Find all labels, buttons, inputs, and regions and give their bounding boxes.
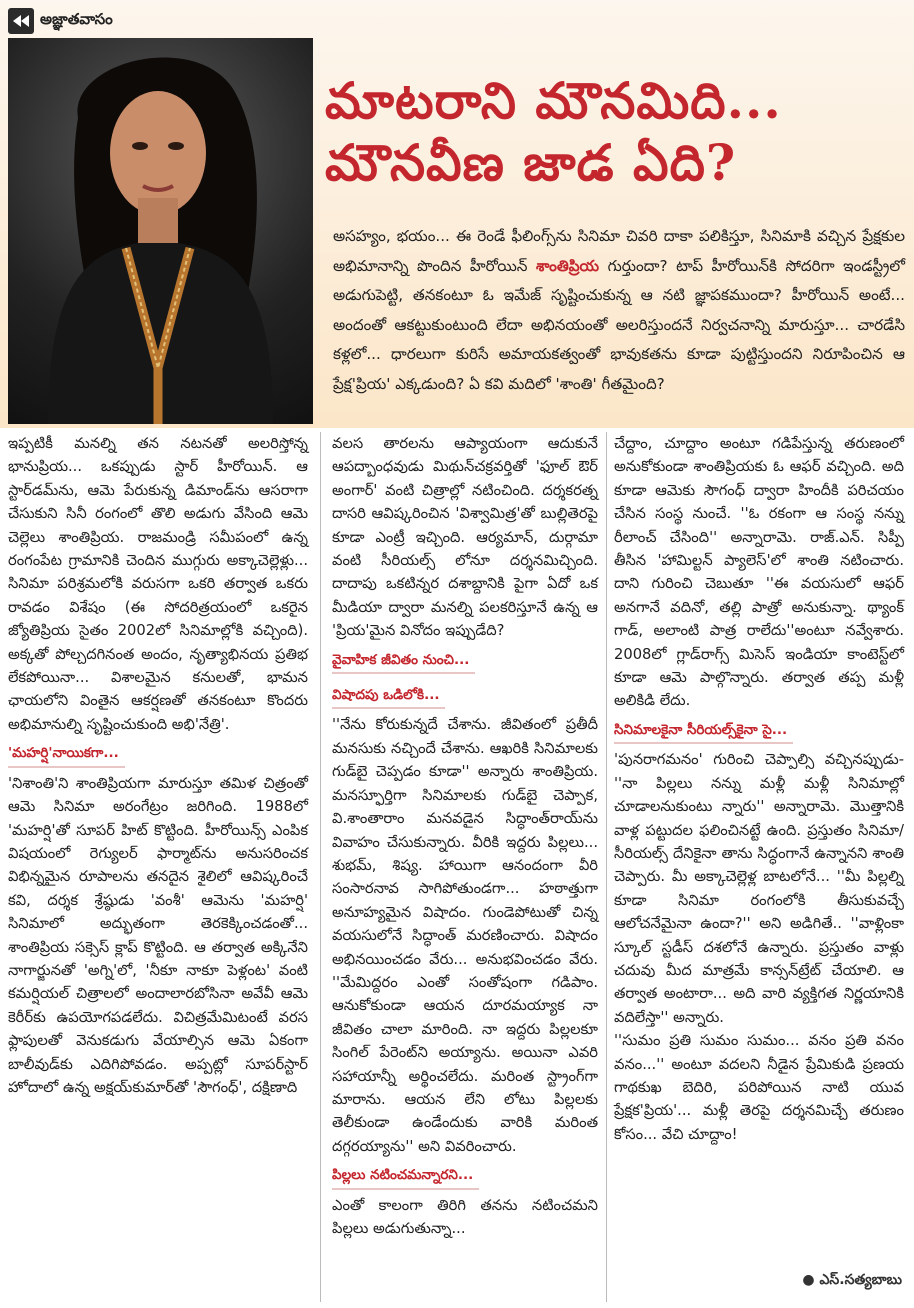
actress-photo	[8, 38, 313, 424]
intro-paragraph	[333, 222, 905, 399]
section-tag	[8, 8, 113, 34]
column-2-paragraph-2: ''నేను కోరుకున్నదే చేశాను. జీవితంలో ప్రతీదీ మనసుకు నచ్చిందే చేశాను. ఆఖరికి సినిమాలకు గుడ్‌బై చెప్పడం కూడా'' అన్నారు శాంతిప్రియ. మనస్ఫూర్తిగా సినిమాలకు గుడ్‌బై చెప్పాక, వి.శాంతారాం మనవడైన సిద్ధాంత్‌రాయ్‌ను వివాహం చేసుకున్నారు. వీరికి ఇద్దరు పిల్లలు... శుభమ్, శిష్య. హాయిగా ఆనందంగా వీరి సంసారనావ సాగిపోతుండగా... హఠాత్తుగా అనూహ్యమైన విషాదం. గుండెపోటుతో చిన్న వయసులోనే సిద్ధాంత్ మరణించారు. విషాదం అభినయించడం వేరు... అనుభవించడం వేరు. ''మేమిద్దరం ఎంతో సంతోషంగా గడిపాం. ఆనుకోకుండా ఆయన దూరమయ్యాక నా జీవితం చాలా మారింది. నా ఇద్దరు పిల్లలకూ సింగిల్ పేరెంట్‌ని అయ్యాను. అయినా ఎవరి సహాయాన్నీ అర్థించలేదు. మరింత స్ట్రాంగ్‌గా మారాను. ఆయన లేని లోటు పిల్లలకు తెలీకుండా ఉండేందుకు వారికి మరింత దగ్గరయ్యాను'' అని వివరించారు.	[332, 716, 598, 1155]
column-3-paragraph-3: ''సుమం ప్రతి సుమం సుమం... వనం ప్రతి వనం వనం...'' అంటూ వదలని నీడైన ప్రేమికుడి ప్రణయ గాథకుఖ బెదిరి, పరిపోయిన నాటి యువ ప్రేక్షక'ప్రియ'... మళ్లీ తెరపై దర్శనమిచ్చే తరుణం కోసం... వేచి చూద్దాం!	[614, 1032, 904, 1143]
column-2-subheading-1: వైవాహిక జీవితం నుంచి...	[332, 649, 475, 674]
article-column-3	[614, 432, 904, 1146]
intro-highlight-name: శాంతిప్రియ	[535, 256, 600, 275]
column-divider-1	[320, 432, 321, 1302]
headline	[325, 70, 905, 194]
intro-text-2: గుర్తుందా? టాప్ హీరోయిన్‌కి సోదరిగా ఇండస్ట్రీలో అడుగుపెట్టి, తనకంటూ ఓ ఇమేజ్ సృష్టించుకున్న ఆ నటి జ్ఞాపకముందా? హీరోయిన్ అంటే... అందంతో ఆకట్టుకుంటుంది లేదా అభినయంతో అలరిస్తుందనే నిర్వచనాన్ని మారుస్తూ... చారడేసి కళ్లలో... ధారలుగా కురిసే అమాయకత్వంతో భావుకతను కూడా పుట్టిస్తుందని నిరూపించిన ఆ ప్రేక్ష'ప్రియ' ఎక్కడుంది? ఏ కవి మదిలో 'శాంతి' గీతమైంది?	[333, 256, 906, 393]
column-1-paragraph-1: ఇప్పటికీ మనల్ని తన నటనతో అలరిస్తోన్న భానుప్రియ... ఒకప్పుడు స్టార్ హీరోయిన్. ఆ స్టార్‌డమ్‌ను, ఆమె పేరుకున్న డిమాండ్‌ను ఆసరాగా చేసుకుని సినీ రంగంలో తొలి అడుగు వేసింది ఆమె చెల్లెలు శాంతిప్రియ. రాజమండ్రి సమీపంలో ఉన్న రంగంపేట గ్రామానికి చెందిన ముగ్గురు అక్కాచెల్లెళ్లు... సినిమా పరిశ్రమలోకి వరుసగా ఒకరి తర్వాత ఒకరు రావడం విశేషం (ఈ సోదరిత్రయంలో ఒకరైన జ్యోతిప్రియ సైతం 2002లో సినిమాల్లోకి వచ్చింది). అక్కతో పోల్చదగినంత అందం, నృత్యాభినయ ప్రతిభ లేకపోయినా... విశాలమైన కనులతో, భామన ఛాయలోని వింతైన ఆకర్షణతో తనకంటూ కొందరు అభిమానుల్ని సృష్టించుకుంది అభి'నేత్రి'.	[8, 435, 308, 733]
column-2-paragraph-3: ఎంతో కాలంగా తిరిగి తనను నటించమని పిల్లలు అడుగుతున్నా...	[332, 1196, 598, 1237]
section-tag-label: అజ్ఞాతవాసం	[40, 10, 113, 28]
column-1-paragraph-2: 'నిశాంతి'ని శాంతిప్రియగా మారుస్తూ తమిళ చిత్రంతో ఆమె సినిమా అరంగేట్రం జరిగింది. 1988లో 'మహర్షి'తో సూపర్ హిట్ కొట్టింది. హీరోయిన్స్ ఎంపిక విషయంలో రెగ్యులర్ ఫార్మాట్‌ను అనుసరించక విభిన్నమైన రూపాలను తనదైన శైలిలో ఆవిష్కరించే కవి, దర్శక శ్రేష్ఠుడు 'వంశీ' ఆమెను 'మహర్షి' సినిమాలో అద్భుతంగా తెరకెక్కించడంతో... శాంతిప్రియ సక్సెస్ క్లాప్ కొట్టింది. ఆ తర్వాత అక్కినేని నాగార్జునతో 'అగ్ని'లో, 'నీకూ నాకూ పెళ్లంట' వంటి కమర్షియల్ చిత్రాలలో అందాలారబోసినా అవేవీ ఆమె కెరీర్‌కు ఉపయోగపడలేదు. విచిత్రమేమిటంటే వరస ఫ్లాపులతో వెనుకడుగు వేయాల్సిన ఆమె ఏకంగా బాలీవుడ్‌కు ఎదిగిపోవడం. అప్పట్లో సూపర్‌స్టార్ హోదాలో ఉన్న అక్షయ్‌కుమార్‌తో 'సౌగంధ్', దక్షిణాది	[8, 774, 308, 1096]
article-column-1	[8, 432, 308, 1099]
column-2-subheading-3: పిల్లలు నటించమన్నారని...	[332, 1164, 479, 1189]
column-divider-2	[606, 432, 607, 1302]
column-1-subheading: 'మహర్షి'నాయికగా...	[8, 742, 125, 767]
column-3-paragraph-2: 'పునరాగమనం' గురించి చెప్పాల్సి వచ్చినప్పుడు- ''నా పిల్లలు నన్ను మళ్లీ మళ్లీ సినిమాల్లో చూడాలనుకుంటు న్నారు'' అన్నారామె. మొత్తానికి వాళ్ల పట్టుదల ఫలించినట్టే ఉంది. ప్రస్తుతం సినిమా/ సీరియల్స్ దేనికైనా తాను సిద్ధంగానే ఉన్నానని శాంతి చెప్పారు. మీ అక్కాచెల్లెళ్ల బాటలోనే... ''మీ పిల్లల్ని కూడా సినిమా రంగంలోకి తీసుకువచ్చే ఆలోచనేమైనా ఉందా?'' అని అడిగితే.. ''వాళ్లింకా స్కూల్ స్టడీస్ దశలోనే ఉన్నారు. ప్రస్తుతం వాళ్లు చదువు మీద మాత్రమే కాన్సన్‌ట్రేట్ చేయాలి. ఆ తర్వాత అంటారా... అది వారి వ్యక్తిగత నిర్ణయానికి వదిలేస్తా'' అన్నారు.	[614, 751, 904, 1026]
author-byline: ● ఎస్.సత్యబాబు	[802, 1272, 902, 1288]
intro-text-1: అసహ్యం, భయం... ఈ రెండే ఫీలింగ్స్‌ను సినిమా చివరి దాకా పలికిస్తూ, సినిమాకి వచ్చిన ప్రేక్షకుల అభిమానాన్ని పొందిన హీరోయిన్	[333, 227, 905, 275]
rewind-icon	[8, 8, 34, 34]
column-3-paragraph-1: చేద్దాం, చూద్దాం అంటూ గడిపేస్తున్న తరుణంలో అనుకోకుండా శాంతిప్రియకు ఓ ఆఫర్ వచ్చింది. అది కూడా ఆమెకు సౌగంధ్ ద్వారా హిందీకి పరిచయం చేసిన సంస్థ నుంచే. ''ఓ రకంగా ఆ సంస్థ నన్ను రీలాంచ్ చేసింది'' అన్నారామె. రాజ్.ఎన్. సిప్పీ తీసిన 'హామిల్టన్ ప్యాలెస్'లో శాంతి నటించారు. దాని గురించి చెబుతూ ''ఈ వయసులో ఆఫర్ అనగానే వదినో, తల్లి పాత్రో అనుకున్నా. థ్యాంక్ గాడ్, అలాంటి పాత్ర రాలేదు''అంటూ నవ్వేశారు. 2008లో గ్లాడ్‌రాగ్స్ మిసెస్ ఇండియా కాంటెస్ట్‌లో కూడా ఆమె పాల్గొన్నారు. తర్వాత తప్ప మళ్లీ అలికిడి లేదు.	[614, 435, 904, 710]
headline-line-2: మౌనవీణ జాడ ఏది?	[325, 133, 737, 192]
column-2-subheading-2: విషాదపు ఒడిలోకి...	[332, 684, 445, 709]
headline-line-1: మాటరాని మౌనమిది...	[325, 71, 782, 130]
article-column-2	[332, 432, 598, 1240]
column-3-subheading: సినిమాలకైనా సీరియల్స్‌కైనా సై...	[614, 719, 793, 744]
column-2-paragraph-1: వలస తారలను ఆప్యాయంగా ఆదుకునే ఆపద్బాంధవుడు మిథున్‌చక్రవర్తితో 'ఫూల్ ఔర్ అంగార్' వంటి చిత్రాల్లో నటించింది. దర్శకరత్న దాసరి ఆవిష్కరించిన 'విశ్వామిత్ర'తో బుల్లితెరపై కూడా ఎంట్రీ ఇచ్చింది. ఆర్యమాన్, దుర్గామా వంటి సీరియల్స్ లోనూ దర్శనమిచ్చింది. దాదాపు ఒకటిన్నర దశాబ్దానికి పైగా ఏదో ఒక మీడియా ద్వారా మనల్ని పలకరిస్తూనే ఉన్న ఆ 'ప్రియ'మైన వినోదం ఇప్పుడేది?	[332, 435, 598, 640]
